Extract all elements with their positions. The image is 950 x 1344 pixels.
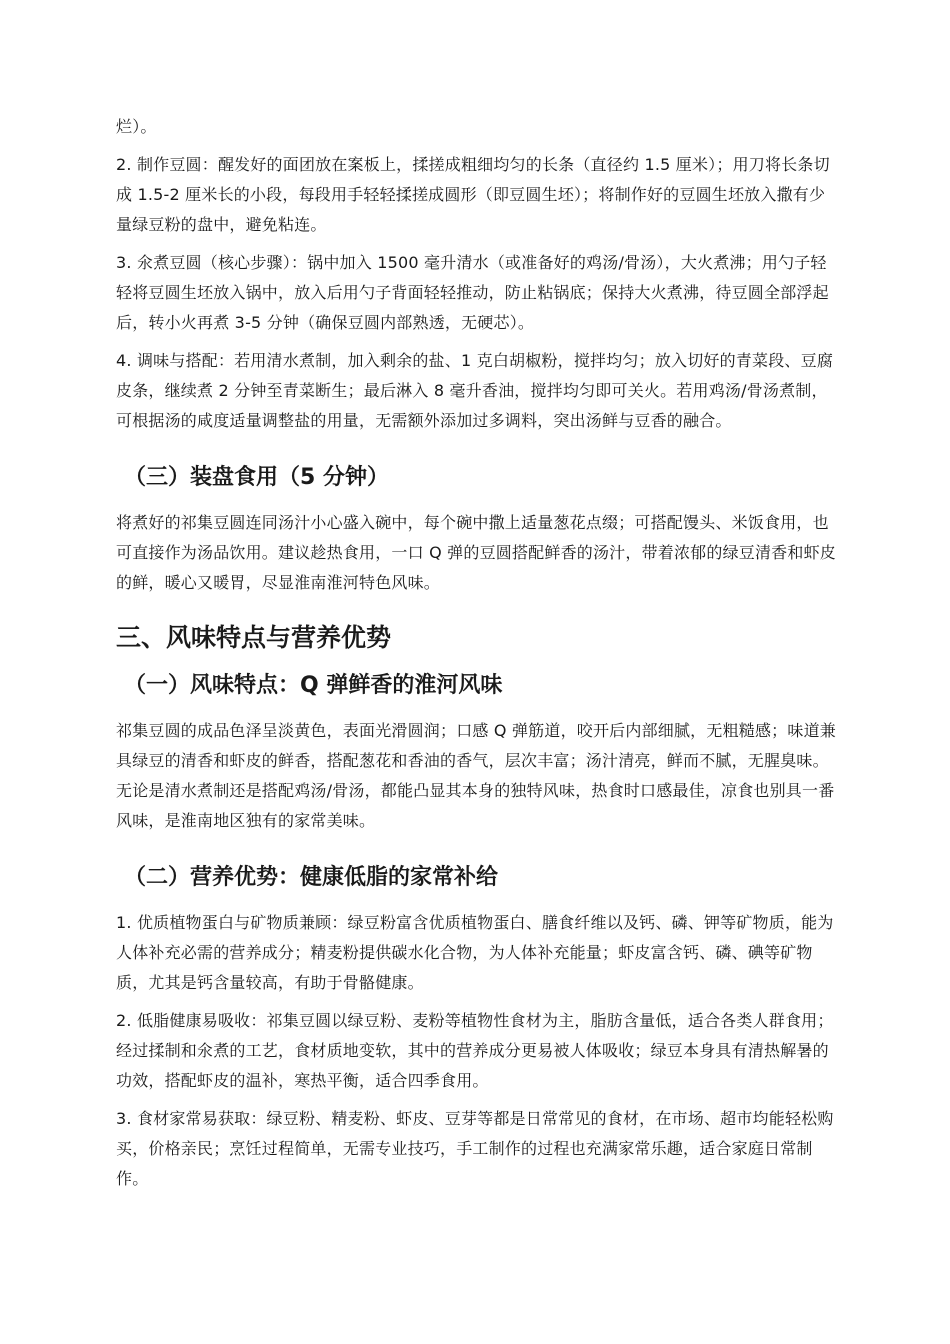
nutrition-item-1: 1. 优质植物蛋白与矿物质兼顾：绿豆粉富含优质植物蛋白、膳食纤维以及钙、磷、钾等矿物质，能为人体补充必需的营养成分；精麦粉提供碳水化合物，为人体补充能量；虾皮富含钙、磷、碘等矿物质，尤其是钙含量较高，有助于骨骼健康。 bbox=[116, 913, 834, 992]
nutrition-heading: （二）营养优势：健康低脂的家常补给 bbox=[124, 865, 499, 890]
nutrition-item-3: 3. 食材家常易获取：绿豆粉、精麦粉、虾皮、豆芽等都是日常常见的食材，在市场、超市均能轻松购买，价格亲民；烹饪过程简单，无需专业技巧，手工制作的过程也充满家常乐趣，适合家庭日常制作。 bbox=[116, 1109, 834, 1188]
continued-fragment: 烂）。 bbox=[116, 117, 157, 136]
step-3-paragraph: 3. 氽煮豆圆（核心步骤）：锅中加入 1500 毫升清水（或准备好的鸡汤/骨汤），大火煮沸；用勺子轻轻将豆圆生坯放入锅中，放入后用勺子背面轻轻推动，防止粘锅底；保持大火煮沸，待豆圆全部浮起后，转小火再煮 3-5 分钟（确保豆圆内部熟透，无硬芯）。 bbox=[116, 253, 829, 332]
serving-paragraph: 将煮好的祁集豆圆连同汤汁小心盛入碗中，每个碗中撒上适量葱花点缀；可搭配馒头、米饭食用，也可直接作为汤品饮用。建议趁热食用，一口 Q 弹的豆圆搭配鲜香的汤汁，带着浓郁的绿豆清香和虾皮的鲜，暖心又暖胃，尽显淮南淮河特色风味。 bbox=[116, 513, 836, 592]
document-page bbox=[116, 112, 840, 1202]
flavor-heading: （一）风味特点：Q 弹鲜香的淮河风味 bbox=[124, 673, 503, 698]
step-4-paragraph: 4. 调味与搭配：若用清水煮制，加入剩余的盐、1 克白胡椒粉，搅拌均匀；放入切好的青菜段、豆腐皮条，继续煮 2 分钟至青菜断生；最后淋入 8 毫升香油，搅拌均匀即可关火。若用鸡汤/骨汤煮制，可根据汤的咸度适量调整盐的用量，无需额外添加过多调料，突出汤鲜与豆香的融合。 bbox=[116, 351, 834, 430]
nutrition-item-2: 2. 低脂健康易吸收：祁集豆圆以绿豆粉、麦粉等植物性食材为主，脂肪含量低，适合各类人群食用；经过揉制和氽煮的工艺，食材质地变软，其中的营养成分更易被人体吸收；绿豆本身具有清热解暑的功效，搭配虾皮的温补，寒热平衡，适合四季食用。 bbox=[116, 1011, 834, 1090]
serving-heading: （三）装盘食用（5 分钟） bbox=[124, 465, 389, 490]
flavor-paragraph: 祁集豆圆的成品色泽呈淡黄色，表面光滑圆润；口感 Q 弹筋道，咬开后内部细腻，无粗糙感；味道兼具绿豆的清香和虾皮的鲜香，搭配葱花和香油的香气，层次丰富；汤汁清亮，鲜而不腻，无腥臭味。无论是清水煮制还是搭配鸡汤/骨汤，都能凸显其本身的独特风味，热食时口感最佳，凉食也别具一番风味，是淮南地区独有的家常美味。 bbox=[116, 721, 836, 830]
section-3-heading: 三、风味特点与营养优势 bbox=[116, 623, 392, 652]
step-2-paragraph: 2. 制作豆圆：醒发好的面团放在案板上，揉搓成粗细均匀的长条（直径约 1.5 厘米）；用刀将长条切成 1.5-2 厘米长的小段，每段用手轻轻揉搓成圆形（即豆圆生坯）；将制作好的豆圆生坯放入撒有少量绿豆粉的盘中，避免粘连。 bbox=[116, 155, 830, 234]
